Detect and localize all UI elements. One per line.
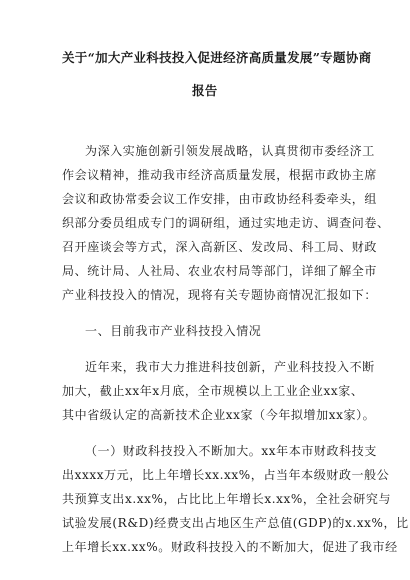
- intro-line: 局、统计局、人社局、农业农村局等部门，详细了解全市: [62, 264, 378, 278]
- report-title-line-1: 关于“加大产业科技投入促进经济高质量发展”专题协商: [62, 50, 372, 65]
- intro-line: 会议和政协常委会议工作安排，由市政协经科委牵头，组: [62, 192, 378, 206]
- intro-line: 产业科技投入的情况，现将有关专题协商情况汇报如下：: [62, 288, 378, 302]
- section1-line: 其中省级认定的高新技术企业xx家（今年拟增加xx家）。: [62, 408, 376, 422]
- intro-line: 作会议精神，推动我市经济高质量发展，根据市政协主席: [62, 168, 378, 182]
- subsection1-line: 试验发展(R&D)经费支出占地区生产总值(GDP)的x.xx%，比: [62, 516, 409, 530]
- intro-line: 织部分委员组成专门的调研组，通过实地走访、调查问卷、: [62, 216, 390, 230]
- section-heading: 一、目前我市产业科技投入情况: [85, 324, 262, 338]
- subsection1-line: 出xxxx万元，比上年增长xx.xx%，占当年本级财政一般公: [62, 468, 390, 482]
- report-title-line-2: 报告: [192, 83, 218, 98]
- subsection1-line: 上年增长xx.xx%。财政科技投入的不断加大，促进了我市经: [62, 540, 398, 554]
- subsection1-line: 共预算支出x.xx%，占比比上年增长x.xx%，全社会研究与: [62, 492, 392, 506]
- subsection1-line: （一）财政科技投入不断加大。xx年本市财政科技支: [85, 444, 377, 458]
- section1-line: 加大，截止xx年x月底，全市规模以上工业企业xx家、: [62, 384, 364, 398]
- intro-line: 召开座谈会等方式，深入高新区、发改局、科工局、财政: [62, 240, 378, 254]
- intro-line: 为深入实施创新引领发展战略，认真贯彻市委经济工: [85, 144, 375, 158]
- section1-line: 近年来，我市大力推进科技创新，产业科技投入不断: [85, 360, 375, 374]
